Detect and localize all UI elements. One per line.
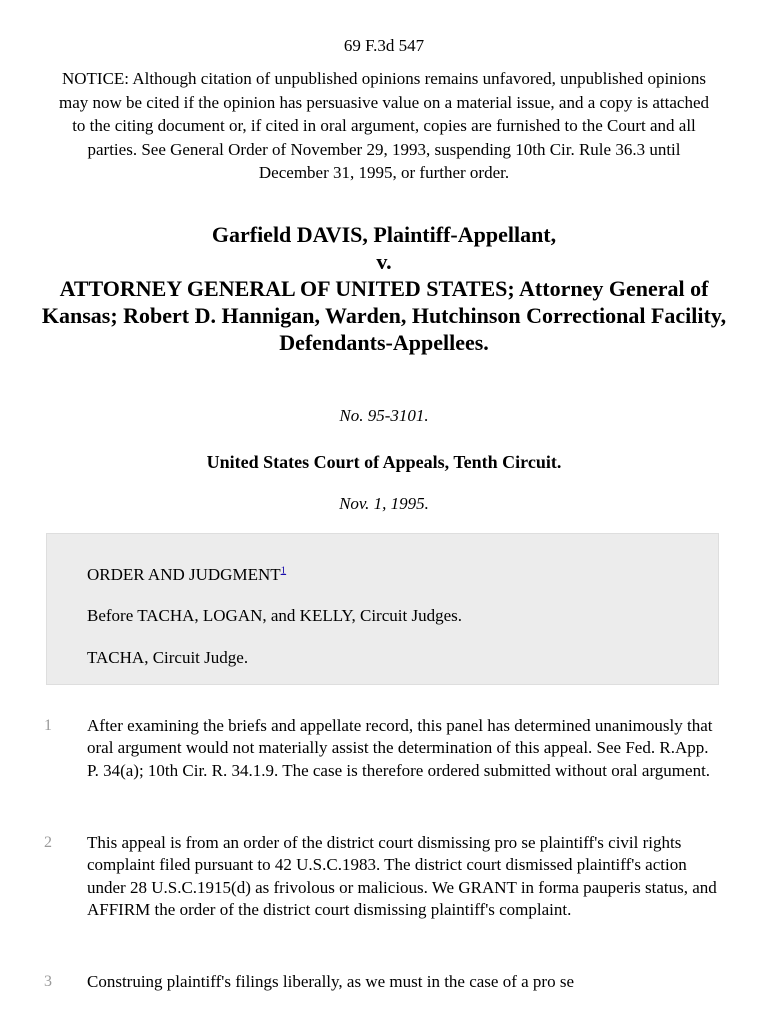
order-title: ORDER AND JUDGMENT <box>87 565 281 584</box>
paragraph-number: 2 <box>44 834 52 851</box>
opinion-author: TACHA, Circuit Judge. <box>87 648 249 667</box>
caption-plaintiff: Garfield DAVIS, Plaintiff-Appellant, <box>211 222 557 247</box>
paragraph-number: 3 <box>44 973 52 990</box>
case-caption <box>40 221 728 356</box>
caption-defendants-1: ATTORNEY GENERAL OF UNITED STATES; Attorney General of <box>59 276 709 301</box>
order-box <box>46 533 719 685</box>
court-name: United States Court of Appeals, Tenth Circuit. <box>206 452 562 472</box>
order-title-line <box>87 564 286 586</box>
citation: 69 F.3d 547 <box>343 36 425 55</box>
notice-text: NOTICE: Although citation of unpublished opinions remains unfavored, unpublished opinions may now be cited if the opinion has persuasive value on a material issue, and a copy is attached to the citing document or, if cited in oral argument, copies are furnished to the Court and all parties. See General Order of November 29, 1993, suspending 10th Cir. Rule 36.3 until December 31, 1995, or further order. <box>58 69 710 182</box>
caption-versus: v. <box>376 249 392 274</box>
panel-judges: Before TACHA, LOGAN, and KELLY, Circuit Judges. <box>87 606 462 625</box>
caption-defendants-2: Kansas; Robert D. Hannigan, Warden, Hutchinson Correctional Facility, Defendants-Appellees. <box>41 303 727 355</box>
paragraph-number: 1 <box>44 717 52 734</box>
docket-number: No. 95-3101. <box>339 406 429 425</box>
paragraph-text: This appeal is from an order of the district court dismissing pro se plaintiff's civil rights complaint filed pursuant to 42 U.S.C.1983. The district court dismissed plaintiff's action under 28 U.S.C.1915(d) as frivolous or malicious. We GRANT in forma pauperis status, and AFFIRM the order of the district court dismissing plaintiff's complaint. <box>87 833 717 919</box>
footnote-link[interactable]: 1 <box>280 564 287 577</box>
paragraph-text: After examining the briefs and appellate record, this panel has determined unanimously that oral argument would not materially assist the determination of this appeal. See Fed. R.App. P. 34(a); 10th Cir. R. 34.1.9. The case is therefore ordered submitted without oral argument. <box>87 716 713 780</box>
paragraph-text: Construing plaintiff's filings liberally, as we must in the case of a pro se <box>87 972 574 991</box>
decision-date: Nov. 1, 1995. <box>339 494 429 513</box>
